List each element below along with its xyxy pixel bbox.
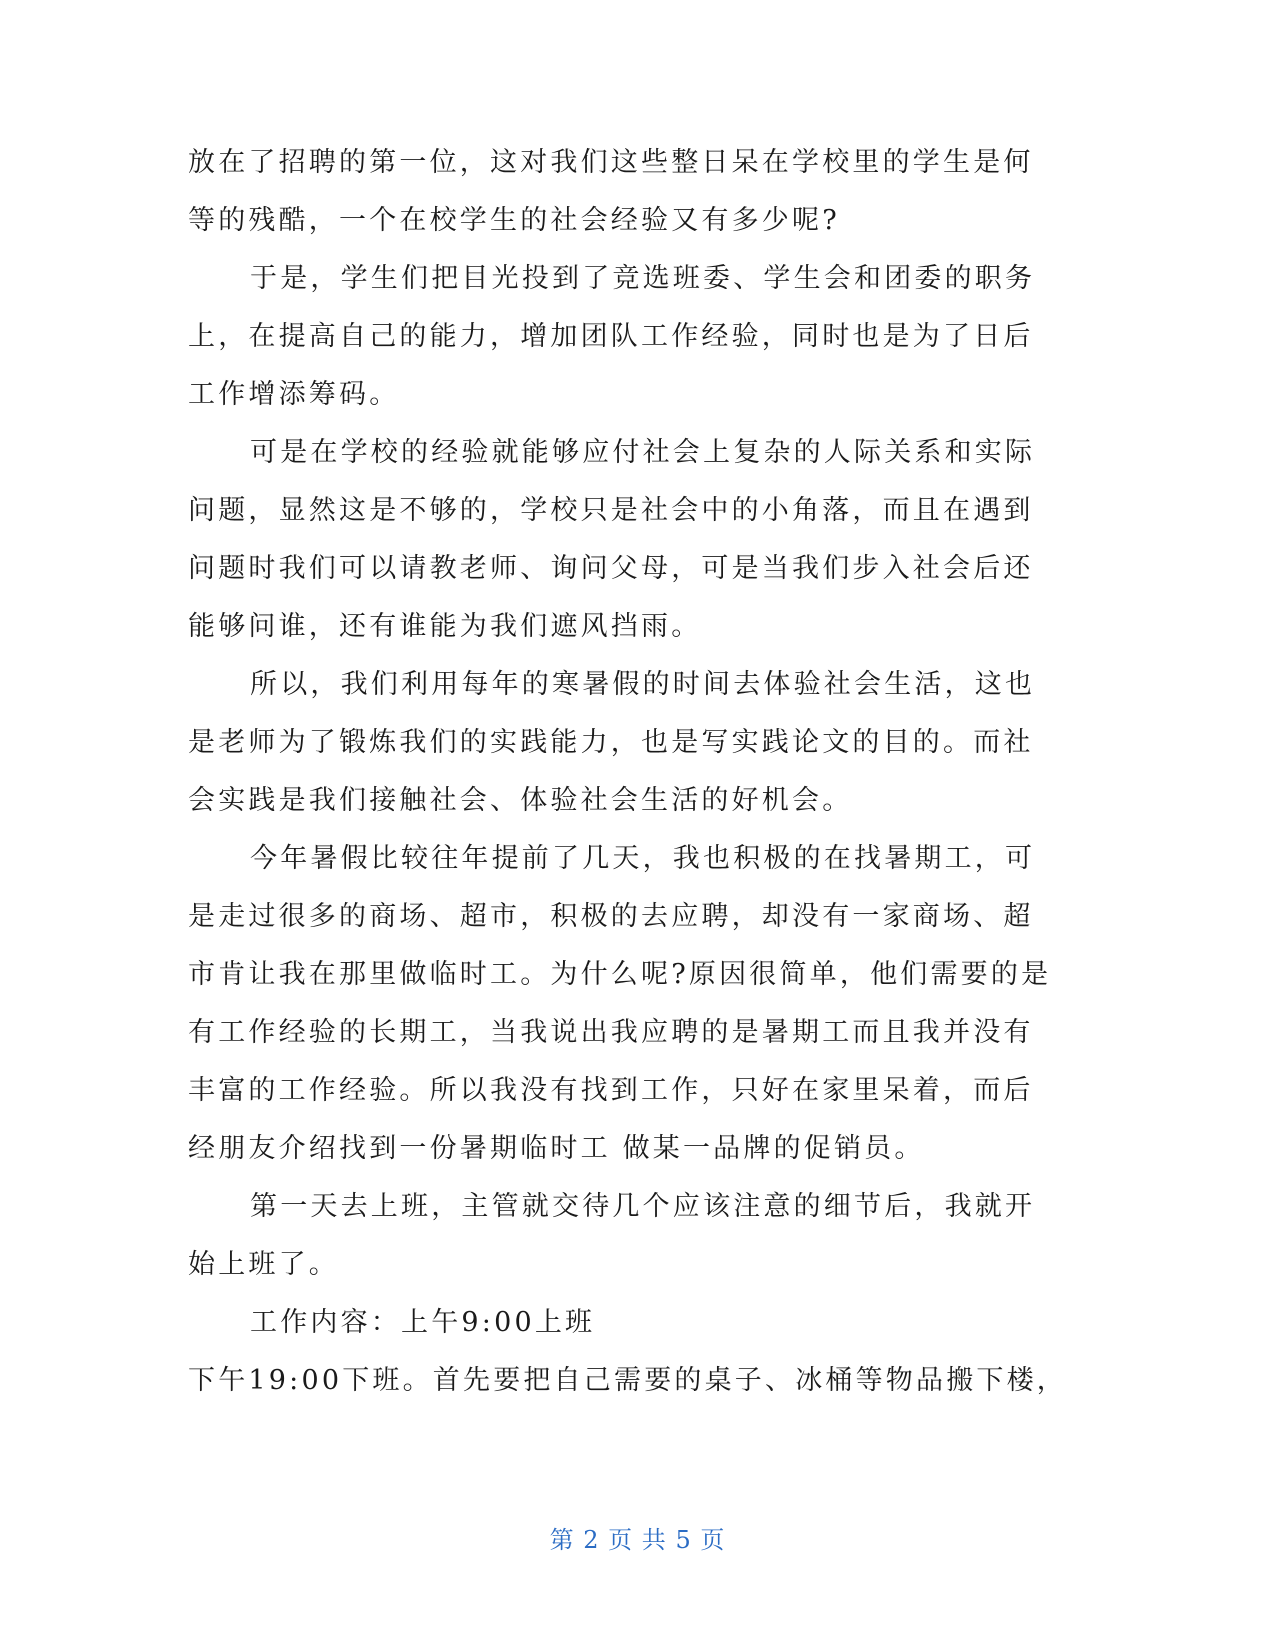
body-line: 工作增添筹码。 bbox=[188, 379, 400, 410]
body-line: 放在了招聘的第一位，这对我们这些整日呆在学校里的学生是何 bbox=[188, 147, 1034, 178]
body-line: 问题，显然这是不够的，学校只是社会中的小角落，而且在遇到 bbox=[188, 495, 1034, 526]
page-number-footer: 第 2 页 共 5 页 bbox=[549, 1526, 726, 1554]
body-line: 能够问谁，还有谁能为我们遮风挡雨。 bbox=[188, 611, 702, 642]
body-line: 会实践是我们接触社会、体验社会生活的好机会。 bbox=[188, 785, 853, 816]
body-line: 市肯让我在那里做临时工。为什么呢?原因很简单，他们需要的是 bbox=[188, 959, 1052, 990]
body-line: 问题时我们可以请教老师、询问父母，可是当我们步入社会后还 bbox=[188, 553, 1034, 584]
body-line: 第一天去上班，主管就交待几个应该注意的细节后，我就开 bbox=[250, 1191, 1036, 1222]
body-line: 是老师为了锻炼我们的实践能力，也是写实践论文的目的。而社 bbox=[188, 727, 1034, 758]
body-line: 上，在提高自己的能力，增加团队工作经验，同时也是为了日后 bbox=[188, 321, 1034, 352]
body-line: 所以，我们利用每年的寒暑假的时间去体验社会生活，这也 bbox=[250, 669, 1036, 700]
body-line: 可是在学校的经验就能够应付社会上复杂的人际关系和实际 bbox=[250, 437, 1036, 468]
body-line: 有工作经验的长期工，当我说出我应聘的是暑期工而且我并没有 bbox=[188, 1017, 1034, 1048]
body-line: 经朋友介绍找到一份暑期临时工 做某一品牌的促销员。 bbox=[188, 1133, 925, 1164]
body-line: 是走过很多的商场、超市，积极的去应聘，却没有一家商场、超 bbox=[188, 901, 1034, 932]
body-line: 工作内容：上午9:00上班 bbox=[250, 1307, 596, 1338]
body-line: 丰富的工作经验。所以我没有找到工作，只好在家里呆着，而后 bbox=[188, 1075, 1034, 1106]
body-line: 下午19:00下班。首先要把自己需要的桌子、冰桶等物品搬下楼， bbox=[188, 1365, 1068, 1396]
body-line: 等的残酷，一个在校学生的社会经验又有多少呢? bbox=[188, 205, 840, 236]
body-line: 于是，学生们把目光投到了竞选班委、学生会和团委的职务 bbox=[250, 263, 1036, 294]
body-line: 今年暑假比较往年提前了几天，我也积极的在找暑期工，可 bbox=[250, 843, 1036, 874]
body-line: 始上班了。 bbox=[188, 1249, 339, 1280]
